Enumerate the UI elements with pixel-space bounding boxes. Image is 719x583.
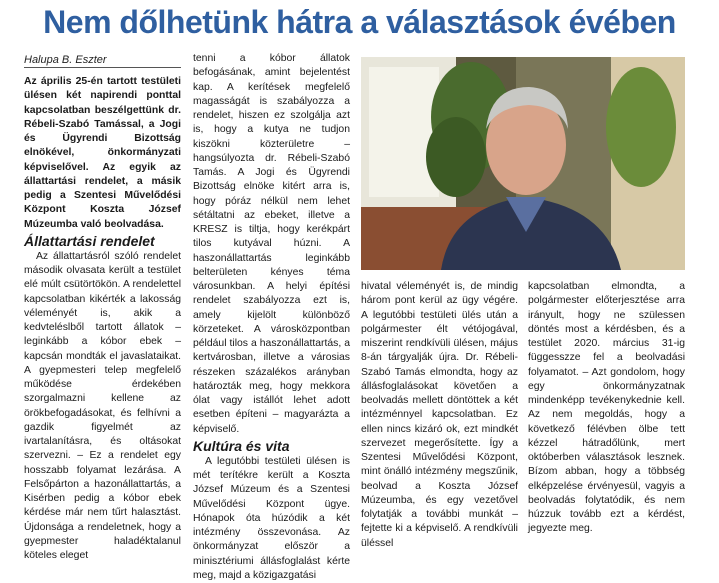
portrait-photo-image: [361, 57, 685, 270]
column-3-body: hivatal véleményét is, de mindig három pont kerül az ügy végére. A legutóbbi testületi ülés után a polgármester élt vétójogával, miszerint rendkívüli ülésen, május 8-án tárgyalják újra. Dr. Rébeli-Szabó Tamás elmondta, hogy az állásfoglalásokat követően a beolvadás mellett döntöttek a két intézménnyel kapcsolatban. Ez ellen nincs kizáró ok, ezt mindkét szervezet megerősítette. Így a Szentesi Művelődési Központ, mint önálló intézmény megszűnik, beolvad a Koszta József Múzeumba, és egy vezetővel folytatják a további munkát – fejtette ki a képviselő. A rendkívüli üléssel: [361, 281, 518, 549]
column-1: [24, 75, 181, 563]
column-4-body: kapcsolatban elmondta, a polgármester előterjesztése arra irányult, hogy ne szülessen döntés most a kérdésben, és a testület 2020. március 31-ig függesszze fel a beolvadási folyamatot. – Azt gondolom, hogy egy önkormányzatnak mindenképp tevékenykednie kell. Az nem megoldás, hogy a következő félévben ölbe tett kézzel hátradőlünk, mert októberben választások lesznek. Bízom abban, hogy a többség elképzelése érvényesül, vagyis a beolvadás folytatódik, és nem húzzuk tovább ezt a kérdést, jegyezte meg.: [528, 281, 685, 535]
column-4: [528, 280, 685, 537]
column-2: [193, 52, 350, 583]
column-2-paragraph-2: A legutóbbi testületi ülésen is mét terítékre került a Koszta József Múzeum és a Szentesi Művelődési Központ ügye. Hónapok óta húzódik a két intézmény összevonása. Az önkormányzat először a minisztériumi állásfoglalást kérte meg, majd a közigazgatási: [193, 455, 350, 581]
column-3: [361, 280, 518, 551]
column-1-body: Az állattartásról szóló rendelet második olvasata került a testület elé múlt csütörtökön. A rendelettel kapcsolatban kikérték a lakosság véleményét is, akik a kedvteléslből tartott állatok – leginkább a kóbor ebek – kapcsán mondták el javaslataikat. A gyepmesteri telep megfelelő működése érdekében szorgalmazni kellene az örökbefogadásokat, és felhívni a gazdik figyelmét az ivartalanításra, és oltásokat szervezni. – Ez a rendelet egy hosszabb folyamat lezárása. A Felsőpárton a hazonállattartás, a Kisérben pedig a kóbor ebek kérdése már nem tűrt halasztást. Újdonsága a rendeletnek, hogy a gyepmester haladéktalanul köteles eleget: [24, 250, 181, 561]
column-2-paragraph-1: tenni a kóbor állatok befogásának, amint bejelentést kap. A kerítések megfelelő magasságát is szabályozza a rendelet, hiszen ez szolgálja azt is, hogy a kutya ne tudjon kiszökni közterületre – hangsúlyozta dr. Rébeli-Szabó Tamás. A Jogi és Ügyrendi Bizottság elnöke kitért arra is, hogy póráz nélkül nem lehet sétáltatni az ebeket, illetve a KRESZ is tiltja, hogy kerékpárt tilos kutyával húzni. A haszonállattartás leginkább belterületen kényes téma városunkban. A helyi építési rendelet szabályozza ezt is, amely kijelölt különböző körzeteket. A városközpontban például tilos a haszonállattartás, a kertvárosban, illetve a városias részeken százalékos arányban határozták meg, hogy mekkora ólat vagy istállót lehet adott esetben építeni – magyarázta a képviselő.: [193, 53, 350, 435]
subhead-animal-keeping: Állattartási rendelet: [24, 232, 155, 249]
lead-paragraph: Az április 25-én tartott testületi ülésen két napirendi ponttal kapcsolatban beszélgettünk dr. Rébeli-Szabó Tamással, a Jogi és Ügyrendi Bizottság elnökével, önkormányzati képviselővel. Az egyik az állattartási rendelet, a másik pedig a Szentesi Művelődési Központ Koszta József Múzeumba való beolvadása.: [24, 76, 181, 230]
article-author: Halupa B. Eszter: [24, 54, 107, 66]
portrait-photo: [361, 57, 685, 270]
author-divider: [24, 67, 181, 68]
subhead-culture: Kultúra és vita: [193, 437, 290, 454]
article-headline: Nem dőlhetünk hátra a választások évében: [43, 4, 676, 40]
